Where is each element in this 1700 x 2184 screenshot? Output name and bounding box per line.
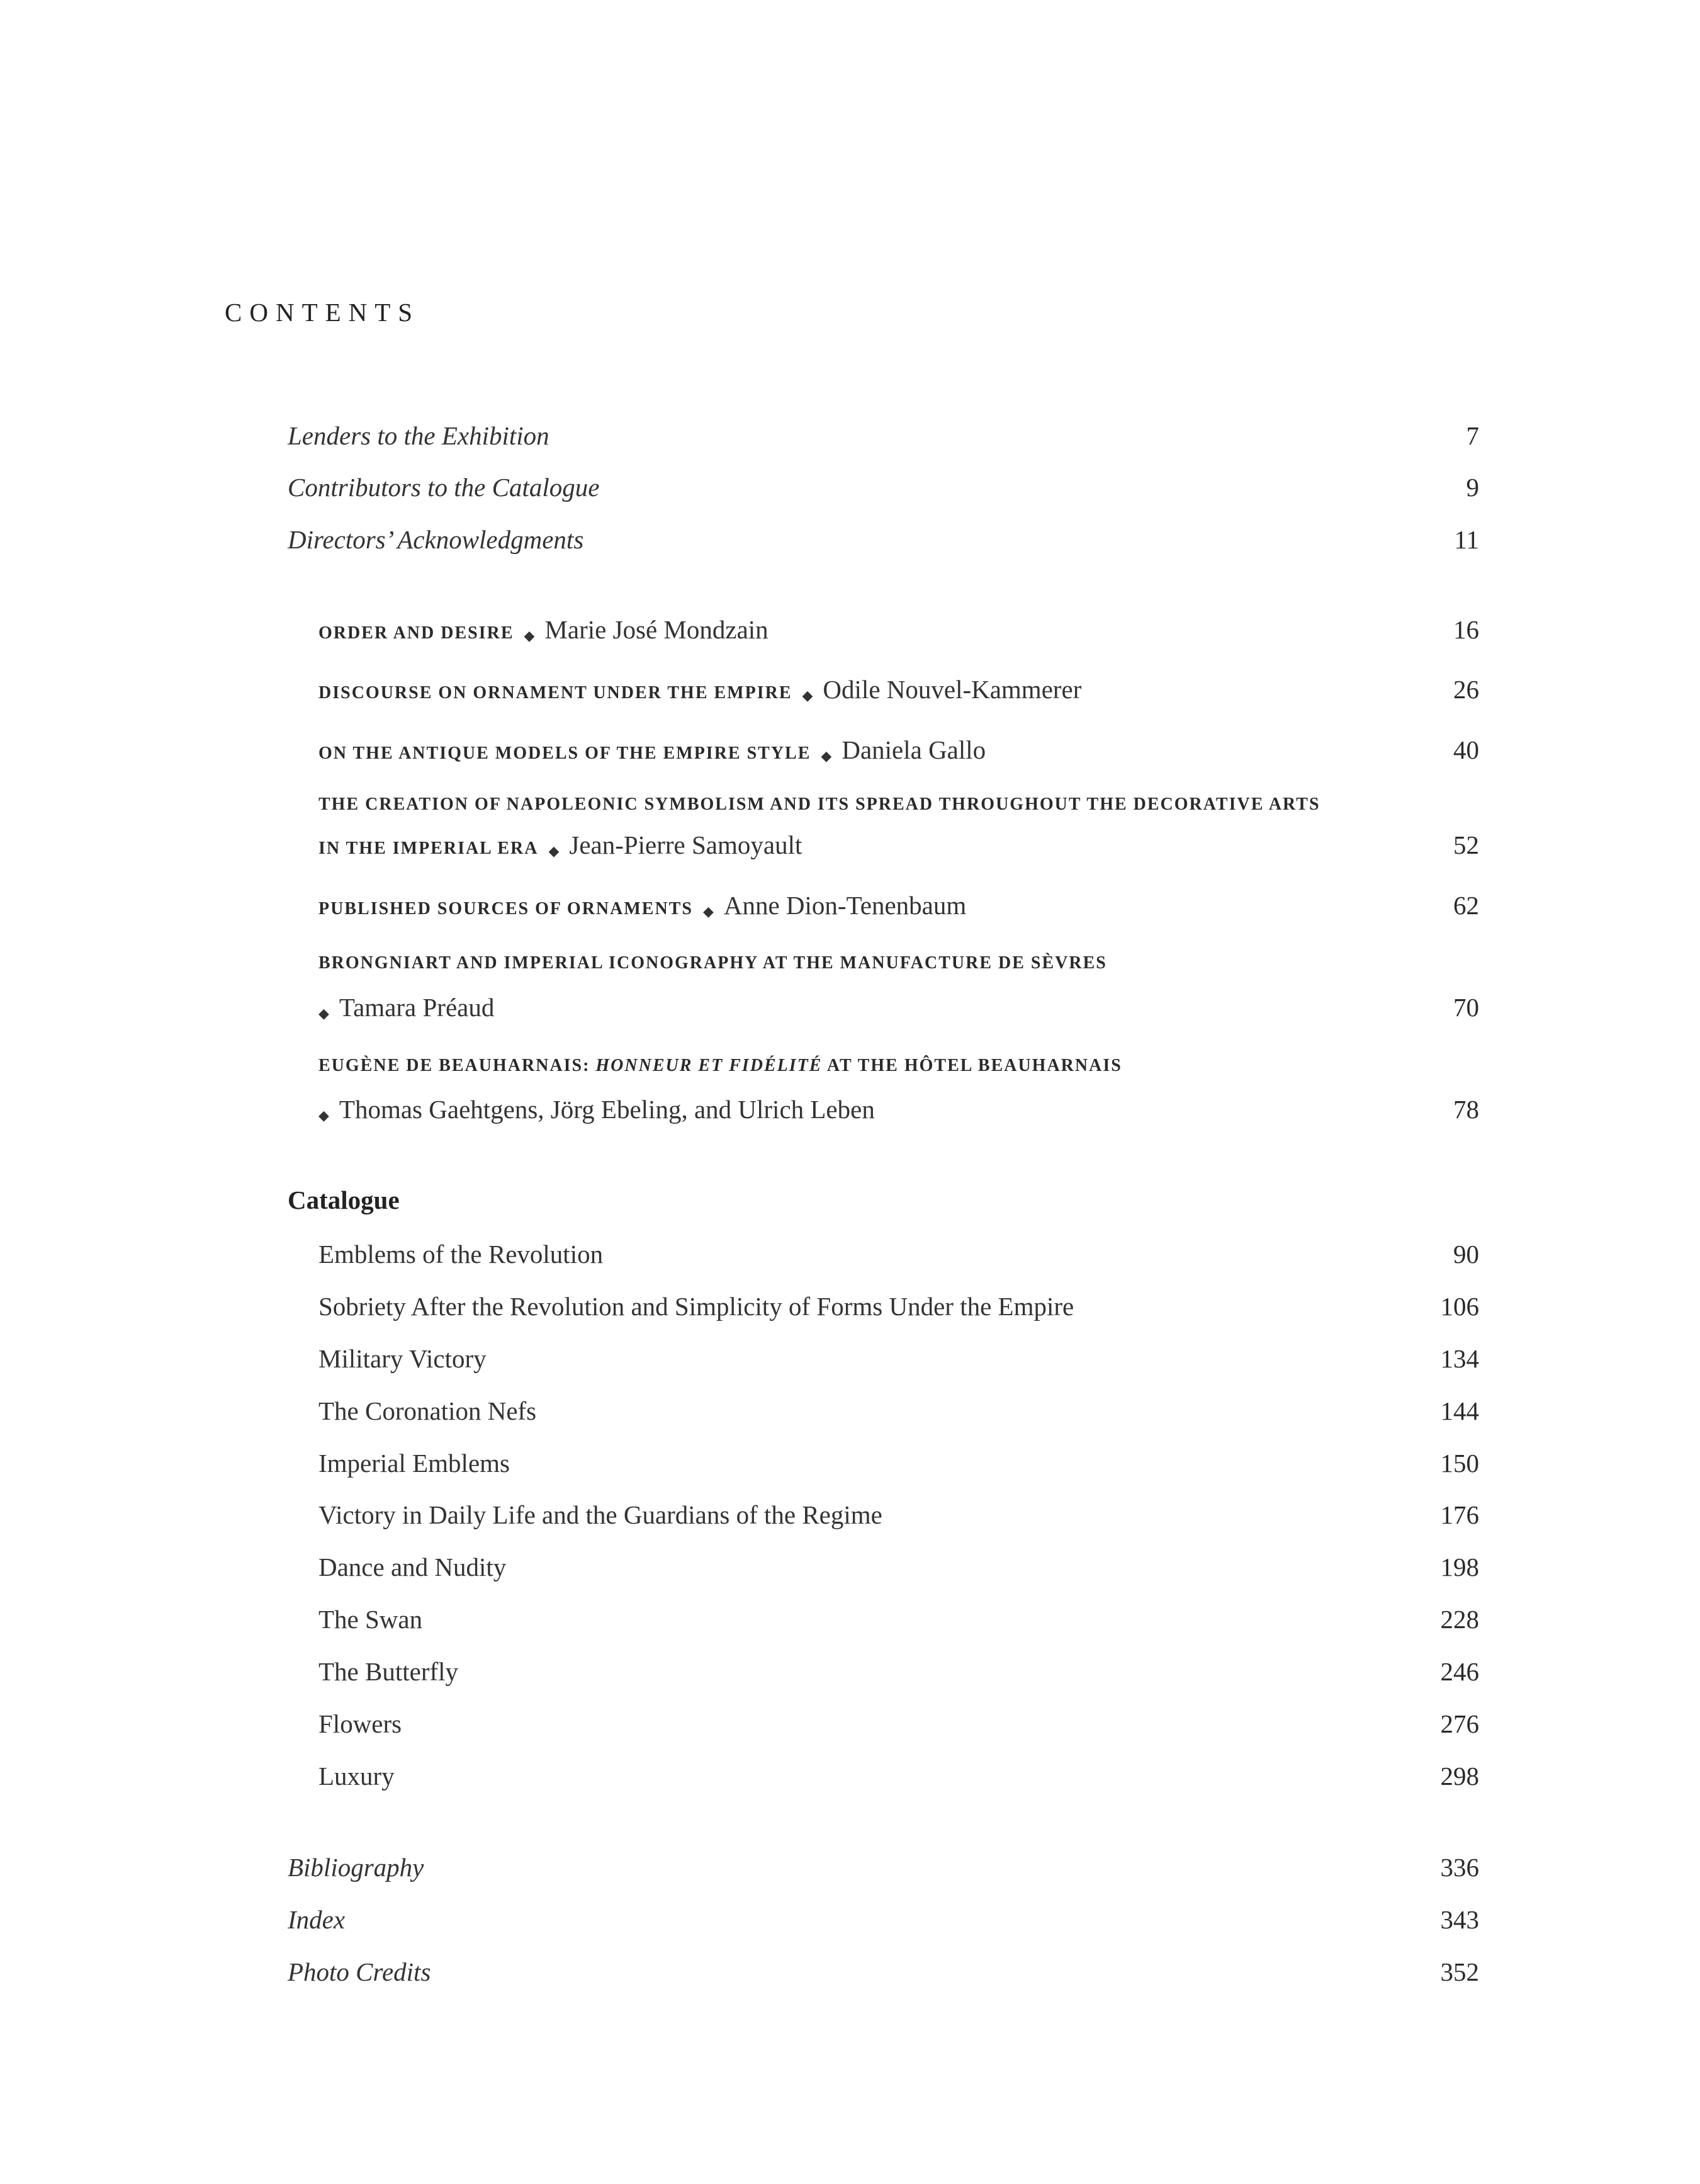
toc-entry-catalogue[interactable] <box>0 1396 1700 1434</box>
essay-author: Tamara Préaud <box>339 993 495 1022</box>
toc-page-number: 150 <box>1440 1449 1479 1478</box>
toc-entry-title: Photo Credits <box>288 1957 431 1986</box>
essay-author: Marie José Mondzain <box>544 615 768 644</box>
toc-entry-catalogue[interactable] <box>0 1239 1700 1277</box>
toc-entry-title: Emblems of the Revolution <box>318 1240 604 1269</box>
toc-entry-front-matter[interactable] <box>0 421 1700 458</box>
toc-entry-catalogue[interactable] <box>0 1761 1700 1799</box>
toc-entry-catalogue[interactable] <box>0 1448 1700 1486</box>
toc-page-number: 7 <box>1466 421 1479 450</box>
toc-page-number: 70 <box>1453 993 1479 1022</box>
toc-entry-catalogue[interactable] <box>0 1656 1700 1694</box>
toc-entry-title: Imperial Emblems <box>318 1449 510 1478</box>
toc-page-number: 16 <box>1453 615 1479 644</box>
toc-entry-title: Victory in Daily Life and the Guardians of the Regime <box>318 1500 882 1529</box>
essay-author: Thomas Gaehtgens, Jörg Ebeling, and Ulrich Leben <box>339 1095 875 1124</box>
toc-entry-catalogue[interactable] <box>0 1709 1700 1746</box>
essay-line <box>318 674 1081 704</box>
toc-page-number: 343 <box>1440 1905 1479 1934</box>
toc-entry-title: Sobriety After the Revolution and Simplicity of Forms Under the Empire <box>318 1292 1074 1321</box>
essay-line <box>308 1094 875 1124</box>
toc-page-number: 176 <box>1440 1500 1479 1529</box>
essay-author: Anne Dion-Tenenbaum <box>723 891 967 920</box>
toc-entry-title: The Swan <box>318 1605 423 1634</box>
toc-entry-title: Contributors to the Catalogue <box>288 473 600 502</box>
toc-entry-catalogue[interactable] <box>0 1604 1700 1642</box>
toc-entry-title: Flowers <box>318 1709 402 1738</box>
diamond-separator-icon: ◆ <box>318 1107 329 1124</box>
toc-entry-title: Directors’ Acknowledgments <box>288 525 584 554</box>
toc-page-number: 9 <box>1466 473 1479 502</box>
essay-title-italic: HONNEUR ET FIDÉLITÉ <box>595 1056 823 1075</box>
catalogue-heading: Catalogue <box>288 1185 400 1214</box>
toc-page-number: 144 <box>1440 1396 1479 1425</box>
essay-title: ON THE ANTIQUE MODELS OF THE EMPIRE STYLE <box>318 744 811 763</box>
toc-page-number: 336 <box>1440 1853 1479 1882</box>
toc-entry-back-matter[interactable] <box>0 1852 1700 1890</box>
diamond-separator-icon: ◆ <box>548 843 560 859</box>
toc-entry-front-matter[interactable] <box>0 524 1700 562</box>
toc-entry-catalogue[interactable] <box>0 1500 1700 1537</box>
toc-entry-essay[interactable] <box>0 1094 1700 1132</box>
toc-entry-title: Bibliography <box>288 1853 424 1882</box>
toc-entry-essay[interactable] <box>0 830 1700 868</box>
toc-page-number: 40 <box>1453 735 1479 764</box>
essay-title <box>318 1056 1122 1076</box>
essay-author: Jean-Pierre Samoyault <box>569 830 802 859</box>
toc-entry-back-matter[interactable] <box>0 1904 1700 1942</box>
essay-title: DISCOURSE ON ORNAMENT UNDER THE EMPIRE <box>318 683 792 703</box>
toc-page-number: 62 <box>1453 891 1479 920</box>
toc-entry-title: Lenders to the Exhibition <box>288 421 549 450</box>
toc-entry-catalogue[interactable] <box>0 1552 1700 1590</box>
essay-title-part: AT THE HÔTEL BEAUHARNAIS <box>822 1056 1122 1075</box>
essay-title: PUBLISHED SOURCES OF ORNAMENTS <box>318 899 693 919</box>
toc-entry-title: The Butterfly <box>318 1657 459 1686</box>
essay-author: Daniela Gallo <box>842 735 986 764</box>
toc-entry-essay-line1[interactable] <box>0 1056 1700 1094</box>
toc-page-number: 228 <box>1440 1605 1479 1634</box>
toc-entry-title: The Coronation Nefs <box>318 1396 537 1425</box>
diamond-separator-icon: ◆ <box>821 748 832 764</box>
catalogue-heading-row <box>0 1185 1700 1223</box>
essay-line <box>318 614 768 645</box>
toc-page-number: 90 <box>1453 1240 1479 1269</box>
toc-page-number: 134 <box>1440 1344 1479 1373</box>
toc-entry-essay[interactable] <box>0 614 1700 652</box>
toc-entry-catalogue[interactable] <box>0 1291 1700 1329</box>
toc-entry-essay[interactable] <box>0 992 1700 1030</box>
toc-entry-title: Military Victory <box>318 1344 487 1373</box>
page-title: CONTENTS <box>225 298 420 327</box>
toc-entry-essay[interactable] <box>0 674 1700 712</box>
toc-entry-essay-line1[interactable] <box>0 795 1700 832</box>
toc-entry-title: Index <box>288 1905 346 1934</box>
toc-page-number: 246 <box>1440 1657 1479 1686</box>
essay-title: BRONGNIART AND IMPERIAL ICONOGRAPHY AT THE MANUFACTURE DE SÈVRES <box>318 953 1107 973</box>
diamond-separator-icon: ◆ <box>318 1005 329 1022</box>
essay-line <box>308 992 494 1022</box>
essay-line <box>318 890 966 920</box>
essay-title-part: EUGÈNE DE BEAUHARNAIS: <box>318 1056 596 1075</box>
essay-line <box>318 735 986 765</box>
essay-line <box>318 830 802 860</box>
toc-entry-essay-line1[interactable] <box>0 953 1700 991</box>
toc-page-number: 52 <box>1453 830 1479 859</box>
toc-entry-essay[interactable] <box>0 735 1700 772</box>
toc-entry-back-matter[interactable] <box>0 1957 1700 1994</box>
diamond-separator-icon: ◆ <box>524 628 535 644</box>
toc-page-number: 298 <box>1440 1762 1479 1791</box>
essay-author: Odile Nouvel-Kammerer <box>823 675 1082 704</box>
diamond-separator-icon: ◆ <box>702 903 714 920</box>
toc-entry-title: Dance and Nudity <box>318 1553 507 1581</box>
toc-entry-essay[interactable] <box>0 890 1700 928</box>
essay-title-continued: IN THE IMPERIAL ERA <box>318 839 539 858</box>
toc-entry-catalogue[interactable] <box>0 1344 1700 1381</box>
toc-entry-front-matter[interactable] <box>0 472 1700 510</box>
essay-title: THE CREATION OF NAPOLEONIC SYMBOLISM AND ITS SPREAD THROUGHOUT THE DECORATIVE ARTS <box>318 795 1320 814</box>
toc-page-number: 106 <box>1440 1292 1479 1321</box>
toc-page-number: 26 <box>1453 675 1479 704</box>
toc-page-number: 78 <box>1453 1095 1479 1124</box>
toc-entry-title: Luxury <box>318 1762 395 1791</box>
essay-title: ORDER AND DESIRE <box>318 623 514 643</box>
diamond-separator-icon: ◆ <box>802 687 813 704</box>
toc-page-number: 198 <box>1440 1553 1479 1581</box>
toc-page-number: 276 <box>1440 1709 1479 1738</box>
toc-page-number: 352 <box>1440 1957 1479 1986</box>
toc-page-number: 11 <box>1454 525 1479 554</box>
